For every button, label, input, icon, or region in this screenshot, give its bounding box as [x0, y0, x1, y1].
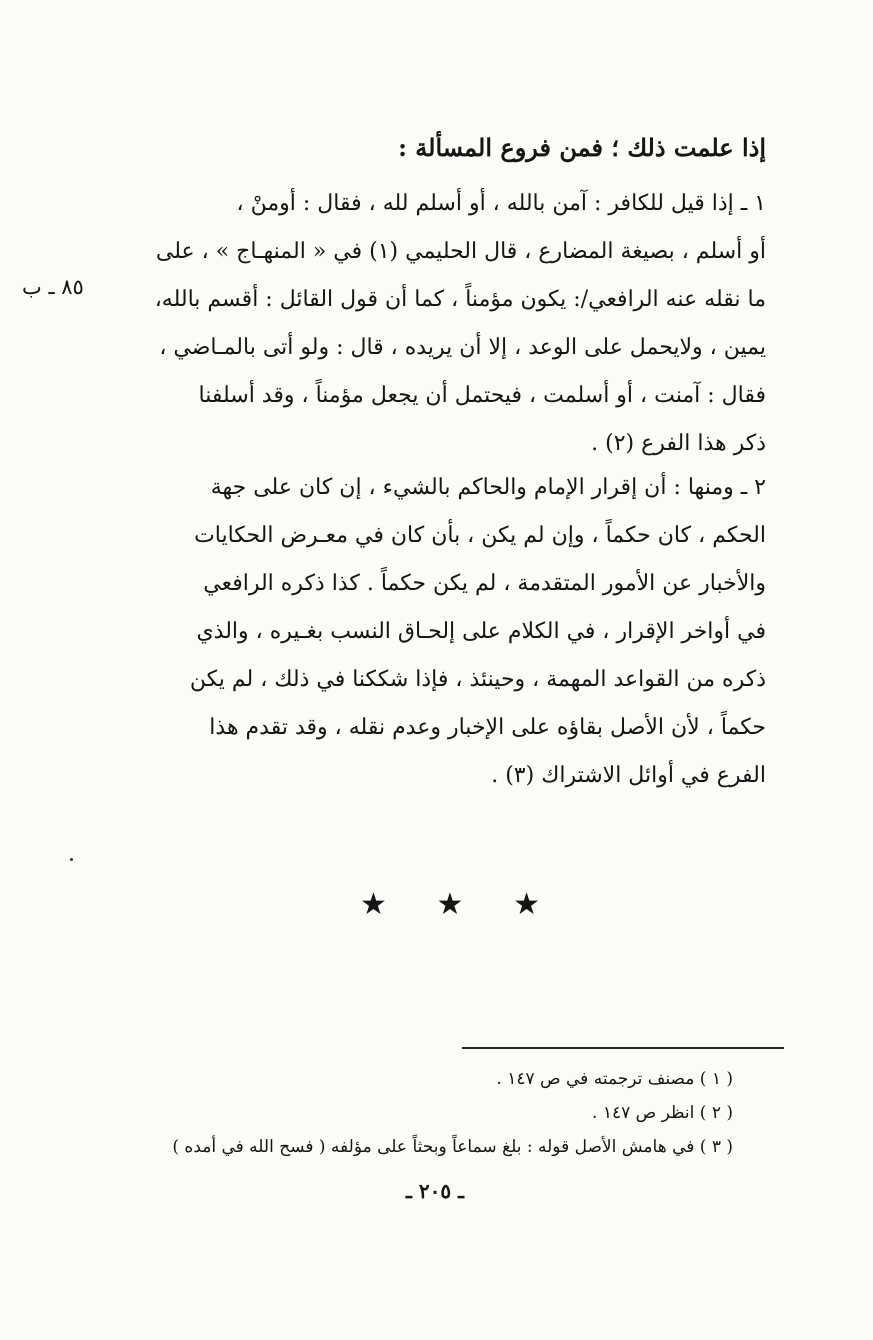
footnote: ( ١ ) مصنف ترجمته في ص ١٤٧ .: [496, 1069, 733, 1089]
star-icon: ★: [513, 887, 540, 922]
star-icon: ★: [436, 887, 464, 922]
paragraph-line: يمين ، ولايحمل على الوعد ، إلا أن يريده ، قال : ولو أتى بالمـاضي ،: [159, 335, 766, 360]
paragraph-line: ذكر هذا الفرع (٢) .: [591, 431, 766, 456]
footnote-divider: [462, 1047, 784, 1049]
paragraph-line: ١ ـ إذا قيل للكافر : آمن بالله ، أو أسلم لله ، فقال : أومنْ ،: [236, 191, 766, 216]
paragraph-line: فقال : آمنت ، أو أسلمت ، فيحتمل أن يجعل مؤمناً ، وقد أسلفنا: [198, 383, 766, 408]
paragraph-line: الحكم ، كان حكماً ، وإن لم يكن ، بأن كان في معـرض الحكايات: [194, 523, 766, 548]
page-number: ـ ٢٠٥ ـ: [406, 1179, 464, 1203]
paragraph-line: والأخبار عن الأمور المتقدمة ، لم يكن حكماً . كذا ذكره الرافعي: [203, 571, 766, 596]
section-separator: [360, 885, 540, 925]
paragraph-line: حكماً ، لأن الأصل بقاؤه على الإخبار وعدم نقله ، وقد تقدم هذا: [209, 715, 766, 740]
paragraph-line: ٢ ـ ومنها : أن إقرار الإمام والحاكم بالشيء ، إن كان على جهة: [210, 475, 766, 500]
folio-margin-note: ٨٥ ـ ب: [22, 275, 84, 299]
paragraph-line: أو أسلم ، بصيغة المضارع ، قال الحليمي (١) في « المنهـاج » ، على: [155, 239, 766, 264]
scan-speck: [70, 858, 73, 861]
paragraph-line: الفرع في أوائل الاشتراك (٣) .: [491, 763, 766, 788]
section-heading: إذا علمت ذلك ؛ فمن فروع المسألة :: [398, 133, 766, 162]
footnote: ( ٣ ) في هامش الأصل قوله : بلغ سماعاً وبحثاً على مؤلفه ( فسح الله في أمده ): [172, 1137, 733, 1157]
footnotes: [133, 1062, 733, 1164]
footnote: ( ٢ ) انظر ص ١٤٧ .: [592, 1103, 733, 1123]
paragraph-2: [126, 464, 766, 800]
paragraph-line: ما نقله عنه الرافعي/: يكون مؤمناً ، كما أن قول القائل : أقسم بالله،: [154, 287, 766, 312]
paragraph-1: [126, 180, 766, 468]
paragraph-line: في أواخر الإقرار ، في الكلام على إلحـاق النسب بغـيره ، والذي: [196, 619, 766, 644]
star-icon: ★: [360, 887, 387, 922]
paragraph-line: ذكره من القواعد المهمة ، وحينئذ ، فإذا شككنا في ذلك ، لم يكن: [189, 667, 766, 692]
